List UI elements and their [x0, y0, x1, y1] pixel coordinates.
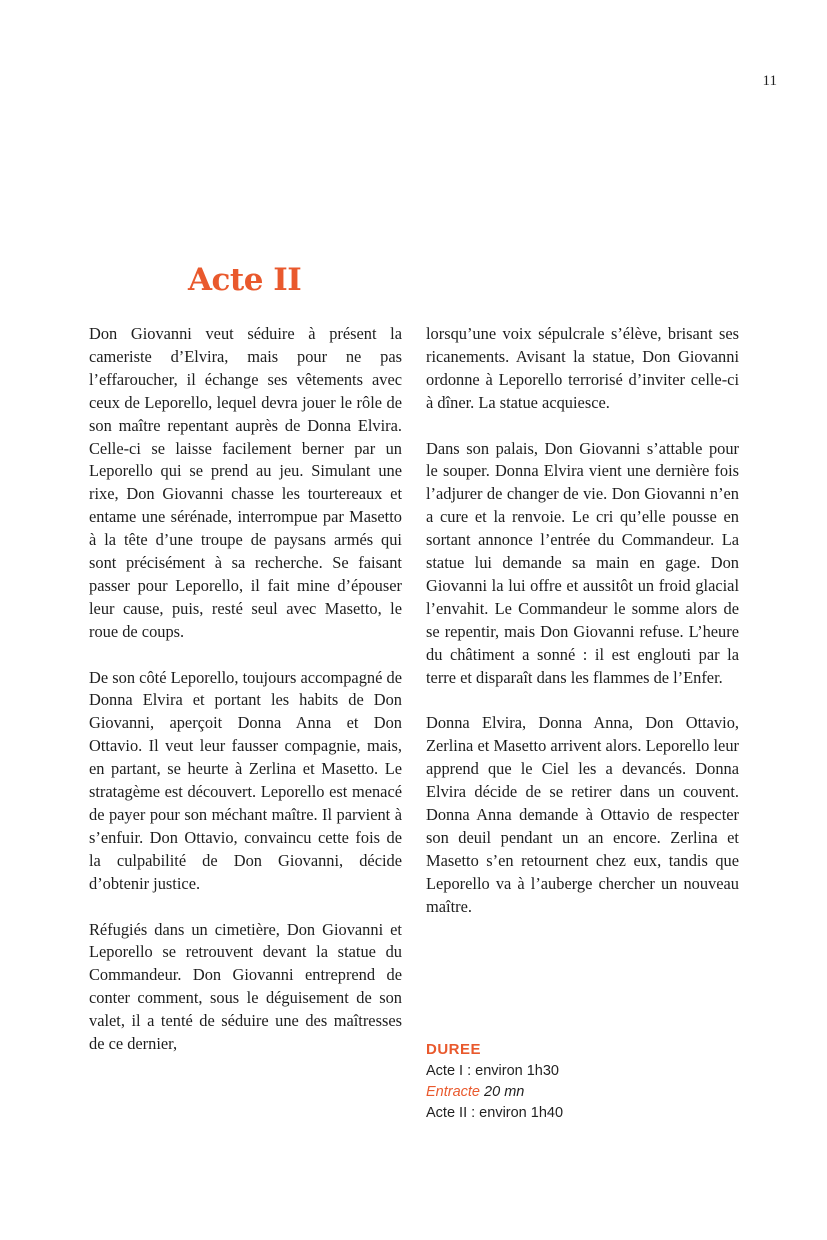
page-title: Acte II: [188, 262, 302, 298]
synopsis-paragraph: De son côté Leporello, toujours accompagné de Donna Elvira et portant les habits de Don Giovanni, aperçoit Donna Anna et Don Ottavio. Il veut leur fausser compagnie, mais, en partant, se heurte à Zerlina et Masetto. Le stratagème est découvert. Leporello est menacé de payer pour son méchant maître. Il parvient à s’enfuir. Don Ottavio, convaincu cette fois de la culpabilité de Don Giovanni, décide d’obtenir justice.: [89, 667, 402, 893]
duration-act1: Acte I : environ 1h30: [426, 1063, 559, 1079]
duration-section: [426, 1041, 563, 1124]
entracte-value: 20 mn: [484, 1084, 525, 1100]
synopsis-paragraph: Donna Elvira, Donna Anna, Don Ottavio, Zerlina et Masetto arrivent alors. Leporello leur apprend que le Ciel les a devancés. Donna Elvira décide de se retirer dans un couvent. Donna Anna demande à Ottavio de respecter son deuil pendant un an encore. Zerlina et Masetto s’en retournent chez eux, tandis que Leporello va à l’auberge chercher un nouveau maître.: [426, 713, 739, 916]
left-column: [89, 323, 402, 1056]
duration-heading: DUREE: [426, 1041, 482, 1058]
synopsis-paragraph: Réfugiés dans un cimetière, Don Giovanni et Leporello se retrouvent devant la statue du Commandeur. Don Giovanni entreprend de conter comment, sous le déguisement de son valet, il a tenté de séduire une des maîtresses de ce dernier,: [89, 919, 402, 1054]
right-column: [426, 323, 739, 919]
duration-act2: Acte II : environ 1h40: [426, 1105, 564, 1121]
page-number: 11: [762, 73, 777, 89]
entracte-label: Entracte: [426, 1084, 480, 1100]
duration-entracte: [426, 1082, 563, 1103]
synopsis-paragraph: Don Giovanni veut séduire à présent la cameriste d’Elvira, mais pour ne pas l’effaroucher, il échange ses vêtements avec ceux de Leporello, lequel devra jouer le rôle de son maître repentant auprès de Donna Elvira. Celle-ci se laisse facilement berner par un Leporello qui se prend au jeu. Simulant une rixe, Don Giovanni chasse les tourtereaux et entame une sérénade, interrompue par Masetto à la tête d’une troupe de paysans armés qui sont précisément à sa recherche. Se faisant passer pour Leporello, il fait mine d’épouser leur cause, puis, resté seul avec Masetto, le roue de coups.: [89, 324, 402, 641]
synopsis-paragraph: Dans son palais, Don Giovanni s’attable pour le souper. Donna Elvira vient une dernière fois l’adjurer de changer de vie. Don Giovanni n’en a cure et la renvoie. Le cri qu’elle pousse en sortant annonce l’entrée du Commandeur. La statue lui demande sa main en gage. Don Giovanni la lui offre et aussitôt un froid glacial l’envahit. Le Commandeur le somme alors de se repentir, mais Don Giovanni refuse. L’heure du châtiment a sonné : il est englouti par la terre et disparaît dans les flammes de l’Enfer.: [426, 438, 739, 687]
synopsis-paragraph: lorsqu’une voix sépulcrale s’élève, brisant ses ricanements. Avisant la statue, Don Giovanni ordonne à Leporello terrorisé d’inviter celle-ci à dîner. La statue acquiesce.: [426, 324, 739, 412]
